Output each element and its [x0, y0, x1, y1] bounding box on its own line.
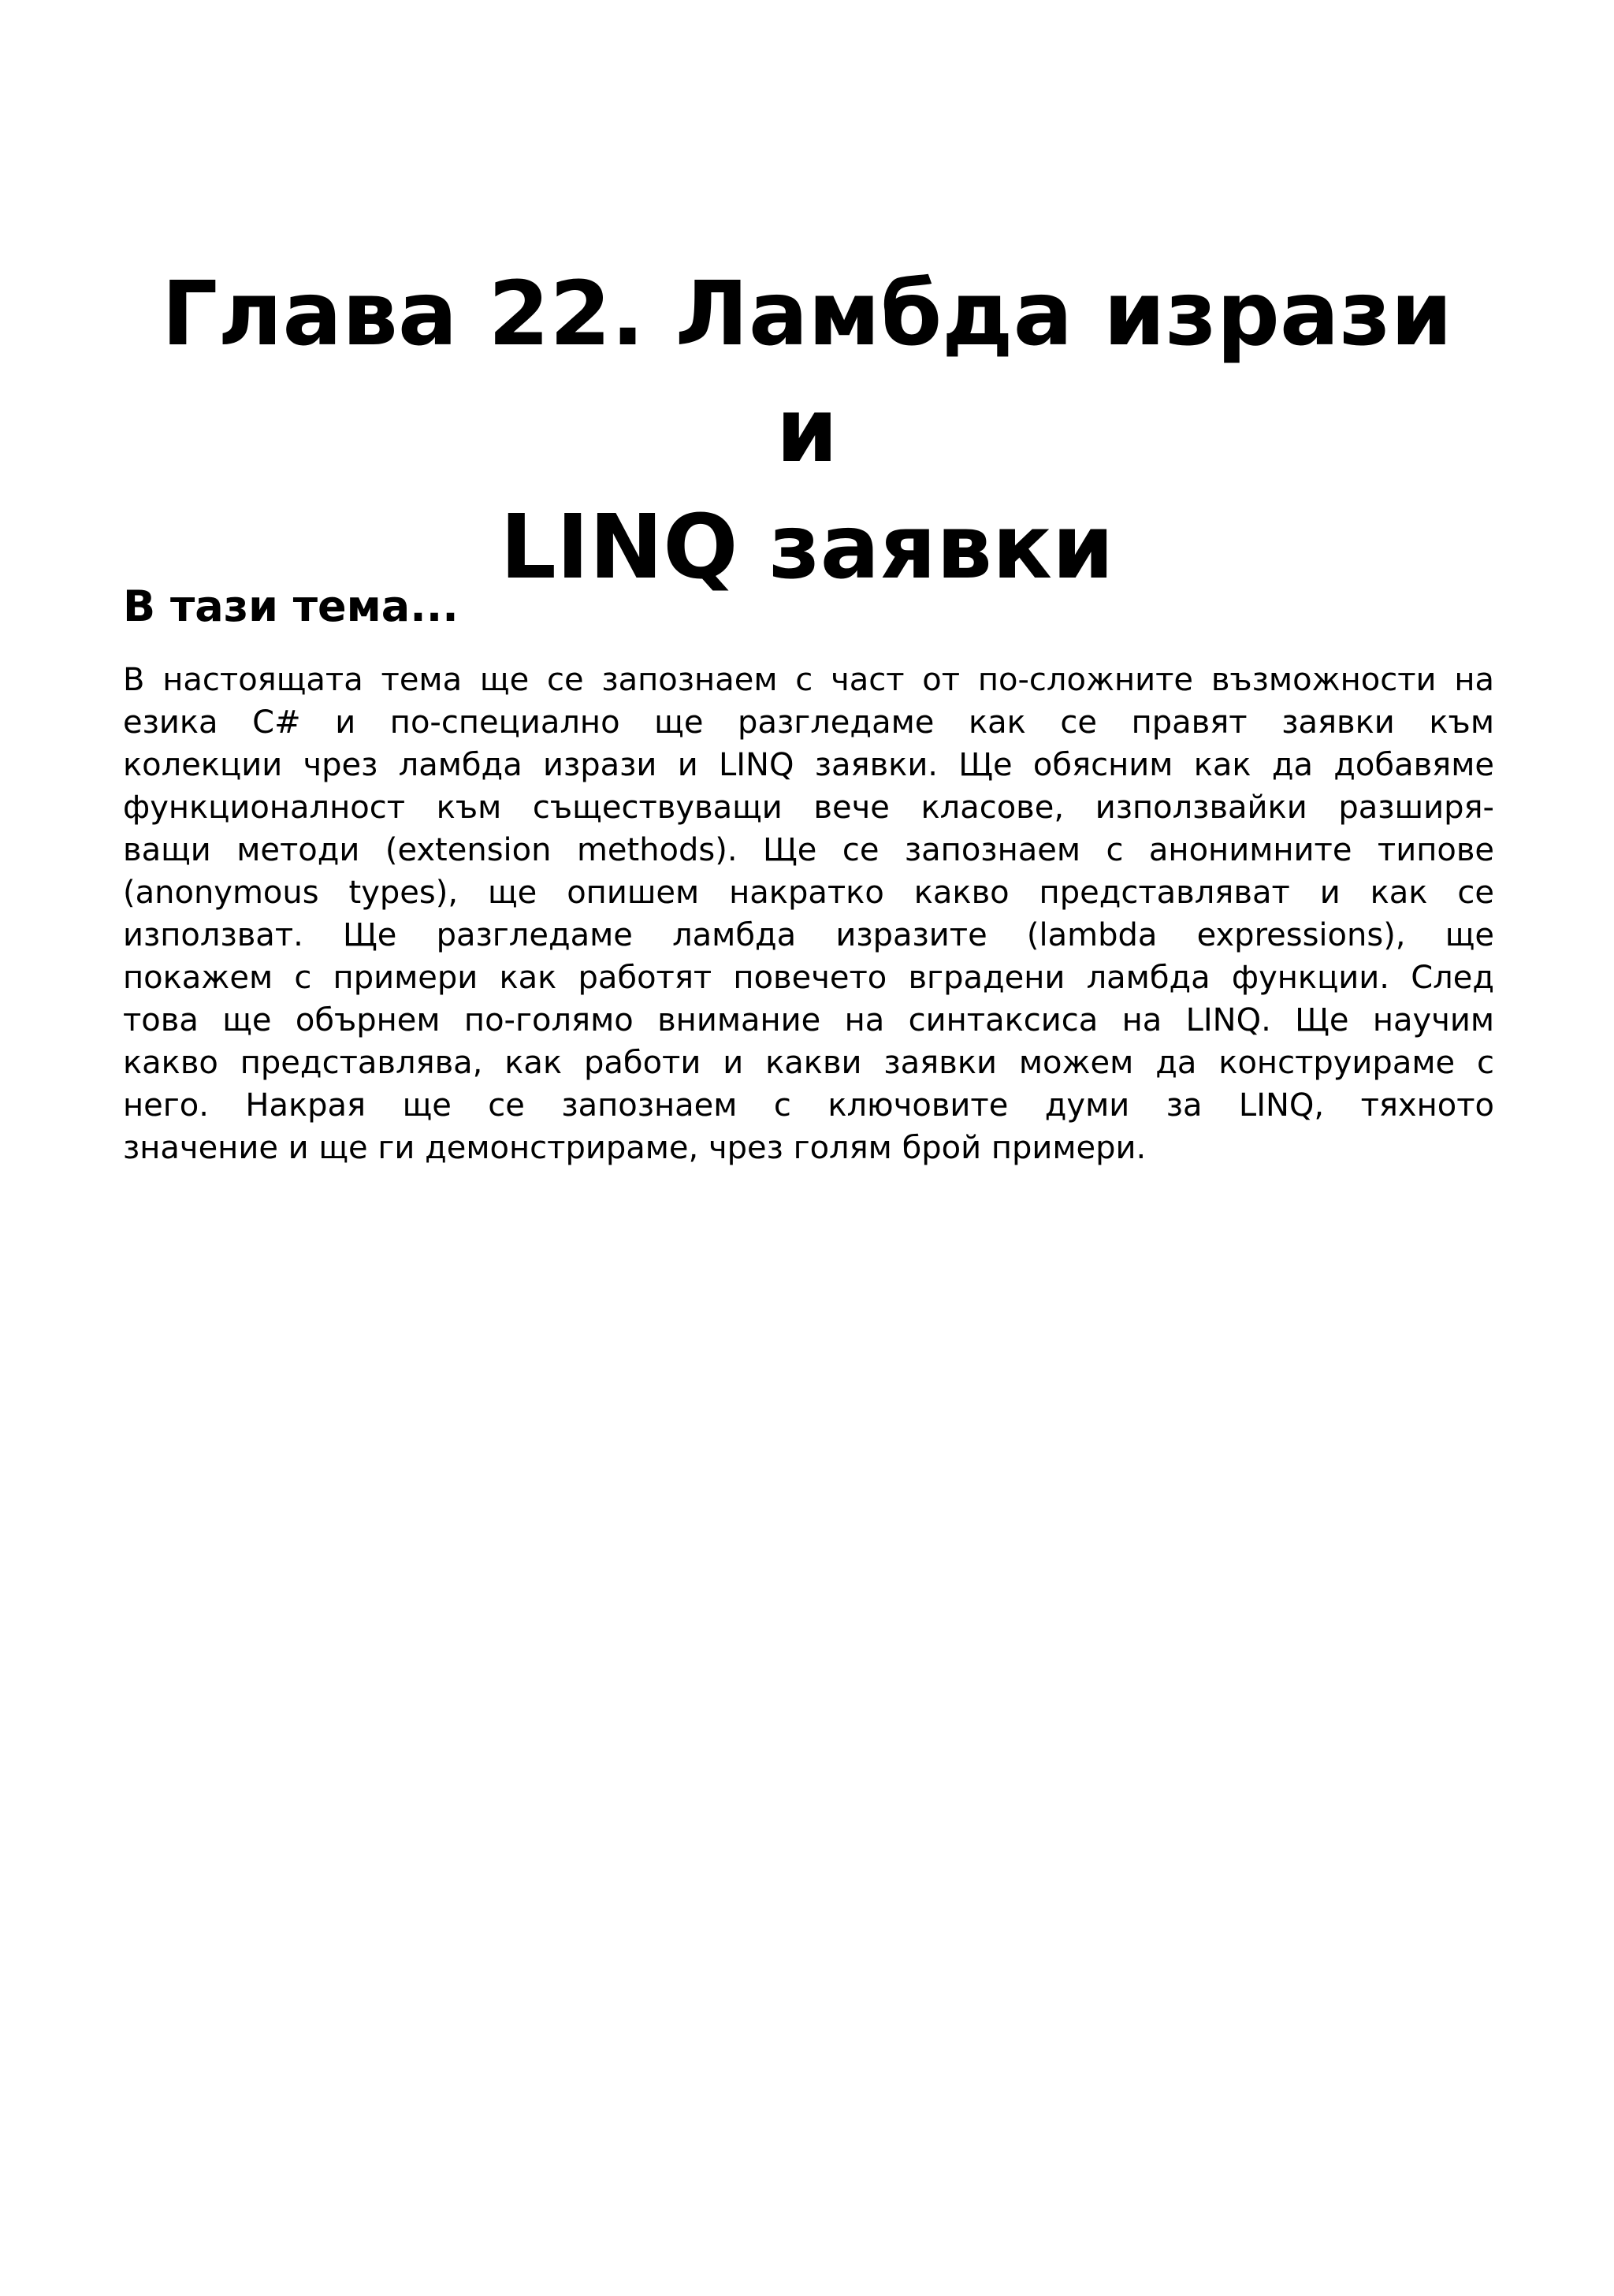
intro-line: това ще обърнем по-голямо внимание на синтаксиса на LINQ. Ще научим	[123, 1002, 1494, 1038]
intro-line: покажем с примери как работят повечето вградени ламбда функции. След	[123, 960, 1494, 996]
intro-line: В настоящата тема ще се запознаем с част от по-сложните възможности на	[123, 662, 1494, 698]
intro-line: функционалност към съществуващи вече класове, използвайки разширя-	[123, 789, 1494, 826]
intro-line: ващи методи (extension methods). Ще се запознаем с анонимните типове	[123, 832, 1494, 868]
intro-line: (anonymous types), ще опишем накратко какво представляват и как се	[123, 875, 1494, 911]
intro-line: колекции чрез ламбда изрази и LINQ заявки. Ще обясним как да добавяме	[123, 747, 1494, 783]
chapter-title	[118, 256, 1496, 606]
intro-line: езика C# и по-специално ще разгледаме как се правят заявки към	[123, 704, 1494, 741]
intro-line: значение и ще ги демонстрираме, чрез голям брой примери.	[123, 1130, 1147, 1166]
intro-line: него. Накрая ще се запознаем с ключовите думи за LINQ, тяхното	[123, 1087, 1494, 1124]
chapter-title-line-1: Глава 22. Ламбда изрази и	[161, 263, 1453, 482]
intro-paragraph	[123, 659, 1494, 1169]
section-heading: В тази тема...	[123, 581, 459, 631]
intro-line: какво представлява, как работи и какви заявки можем да конструираме с	[123, 1045, 1494, 1081]
intro-line: използват. Ще разгледаме ламбда изразите (lambda expressions), ще	[123, 917, 1494, 953]
chapter-title-line-2: LINQ заявки	[500, 496, 1114, 599]
